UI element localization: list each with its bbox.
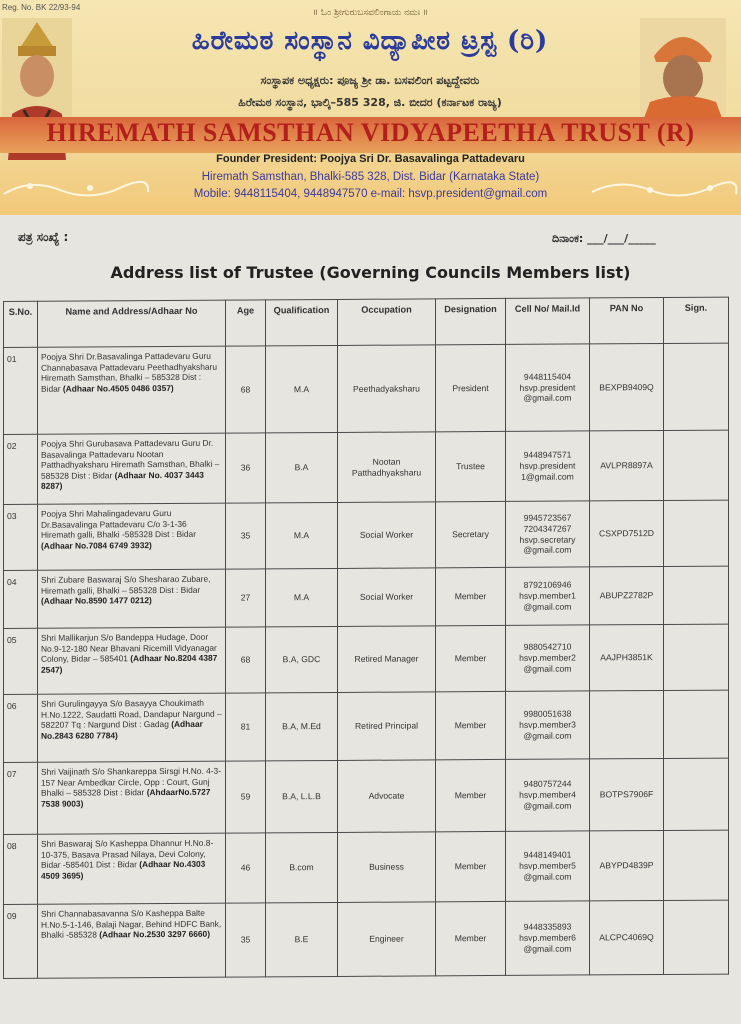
cell-age: 36 <box>226 433 266 503</box>
cell-pan: AAJPH3851K <box>590 624 664 690</box>
cell-sno: 03 <box>4 504 38 570</box>
header-pan: PAN No <box>590 297 664 343</box>
aadhaar-number: (Adhaar No.4303 4509 3695) <box>41 858 206 881</box>
cell-name-address <box>38 503 226 570</box>
table-row <box>4 830 729 904</box>
header-cell: Cell No/ Mail.Id <box>506 298 590 345</box>
cell-qualification: B.A <box>266 432 338 502</box>
english-trust-title: HIREMATH SAMSTHAN VIDYAPEETHA TRUST (R) <box>46 118 695 147</box>
cell-occupation: Peethadyaksharu <box>338 345 436 433</box>
cell-age: 27 <box>226 569 266 627</box>
cell-qualification: M.A <box>266 345 338 432</box>
aadhaar-number: (Adhaar No.8204 4387 2547) <box>41 652 218 675</box>
cell-occupation: Engineer <box>338 902 436 977</box>
cell-sno: 07 <box>4 762 38 834</box>
kannada-address-line: ಹಿರೇಮಠ ಸಂಸ್ಥಾನ, ಭಾಲ್ಕಿ–585 328, ಜಿ. ಬೀದರ (ಕರ್ನಾಟಕ ರಾಜ್ಯ) <box>238 96 502 109</box>
trust-contact: Mobile: 9448115404, 9448947570 e-mail: hsvp.president@gmail.com <box>193 188 548 200</box>
table-row <box>4 343 729 434</box>
header-sno: S.No. <box>4 301 38 347</box>
cell-occupation: Nootan Patthadhyaksharu <box>338 432 436 503</box>
invocation-line: ॥ ಓಂ ಶ್ರೀಗುರುಬಸವಲಿಂಗಾಯ ನಮಃ ॥ <box>312 8 429 18</box>
aadhaar-number: (Adhaar No.7084 6749 3932) <box>41 539 152 551</box>
kannada-trust-title: ಹಿರೇಮಠ ಸಂಸ್ಥಾನ ವಿದ್ಯಾಪೀಠ ಟ್ರಸ್ಟ (ರಿ) <box>191 26 549 56</box>
cell-pan: ALCPC4069Q <box>590 900 664 974</box>
cell-designation: Member <box>436 567 506 625</box>
cell-age: 35 <box>226 503 266 569</box>
cell-sno: 06 <box>4 694 38 762</box>
cell-pan: CSXPD7512D <box>590 500 664 566</box>
cell-contact: 9448149401 hsvp.member5 @gmail.com <box>506 831 590 902</box>
cell-pan: ABYPD4839P <box>590 830 664 900</box>
cell-contact: 9448947571 hsvp.president 1@gmail.com <box>506 431 590 502</box>
aadhaar-number: (AhdaarNo.5727 7538 9003) <box>41 786 211 809</box>
cell-age: 68 <box>226 627 266 693</box>
letterhead <box>0 0 741 215</box>
member-name-address: Shri Baswaraj S/o Kasheppa Dhannur H.No.8-10-375, Basava Prasad Nilaya, Devi Colony, Bidar -585401 Dist : Bidar <box>41 837 214 870</box>
registration-number: Reg. No. BK 22/93-94 <box>2 3 81 12</box>
cell-age: 81 <box>226 693 266 761</box>
aadhaar-number: (Adhaar No.8590 1477 0212) <box>41 595 152 606</box>
cell-pan <box>590 690 664 758</box>
cell-sign <box>664 343 729 430</box>
table-row <box>4 624 729 694</box>
document-title: Address list of Trustee (Governing Councils Members list) <box>110 263 631 282</box>
table-row <box>4 900 729 978</box>
cell-qualification: M.A <box>266 502 338 568</box>
cell-sign <box>664 758 729 830</box>
cell-contact: 9480757244 hsvp.member4 @gmail.com <box>506 759 590 832</box>
cell-designation: Member <box>436 759 506 831</box>
cell-designation: Member <box>436 625 506 691</box>
cell-pan: BOTPS7906F <box>590 758 664 830</box>
floral-ornament-right <box>590 176 740 202</box>
cell-sign <box>664 430 729 500</box>
cell-age: 59 <box>226 761 266 833</box>
cell-sno: 01 <box>4 347 38 434</box>
cell-designation: Member <box>436 691 506 759</box>
cell-sign <box>664 690 729 758</box>
header-age: Age <box>226 300 266 346</box>
member-name-address: Poojya Shri Mahalingadevaru Guru Dr.Basavalinga Pattadevaru C/o 3-1-36 Hiremath galli, Bhalki -585328 Dist : Bidar <box>41 507 197 540</box>
cell-sign <box>664 900 729 974</box>
founder-portrait-right <box>640 18 726 118</box>
table-row <box>4 690 729 762</box>
aadhaar-number: (Adhaar No.2530 3297 6660) <box>99 928 211 940</box>
kannada-founder-line: ಸಂಸ್ಥಾಪಕ ಅಧ್ಯಕ್ಷರು: ಪೂಜ್ಯ ಶ್ರೀ ಡಾ. ಬಸವಲಿಂಗ ಪಟ್ಟದ್ದೇವರು <box>260 74 480 87</box>
cell-sign <box>664 624 729 690</box>
cell-age: 46 <box>226 833 266 903</box>
cell-occupation: Social Worker <box>338 568 436 627</box>
founder-president-line: Founder President: Poojya Sri Dr. Basavalinga Pattadevaru <box>216 153 525 165</box>
cell-contact: 9448115404 hsvp.president @gmail.com <box>506 344 590 432</box>
member-name-address: Poojya Shri Gurubasava Pattadevaru Guru Dr. Basavalinga Pattadevaru Nootan Patthadhyaksharu Hiremath Samsthan, Bhalki – 585328 Dist : Bidar <box>41 437 220 481</box>
cell-occupation: Advocate <box>338 760 436 833</box>
cell-age: 35 <box>226 903 266 977</box>
header-designation: Designation <box>436 298 506 344</box>
aadhaar-number: (Adhaar No. 4037 3443 8287) <box>41 469 204 491</box>
cell-qualification: B.E <box>266 902 338 976</box>
floral-ornament-left <box>0 176 150 202</box>
header-sign: Sign. <box>664 297 729 343</box>
cell-contact: 9448335893 hsvp.member6 @gmail.com <box>506 901 590 976</box>
header-name: Name and Address/Adhaar No <box>38 300 226 347</box>
cell-sign <box>664 566 729 624</box>
date-label: ದಿನಾಂಕ: ___/___/_____ <box>552 232 656 245</box>
header-qualification: Qualification <box>266 299 338 345</box>
table-row <box>4 566 729 628</box>
cell-contact: 9945723567 7204347267 hsvp.secretary @gmail.com <box>506 501 590 568</box>
cell-sno: 02 <box>4 434 38 504</box>
cell-contact: 9980051638 hsvp.member3 @gmail.com <box>506 691 590 760</box>
table-row <box>4 430 729 504</box>
cell-pan: BEXPB9409Q <box>590 343 664 430</box>
member-name-address: Shri Zubare Baswaraj S/o Shesharao Zubare, Hiremath galli, Bhalki – 585328 Dist : Bidar <box>41 573 211 596</box>
cell-qualification: B.A, GDC <box>266 626 338 692</box>
cell-name-address <box>38 761 226 834</box>
cell-qualification: B.A, M.Ed <box>266 692 338 760</box>
cell-pan: ABUPZ2782P <box>590 566 664 624</box>
cell-sign <box>664 830 729 900</box>
cell-name-address <box>38 569 226 628</box>
cell-qualification: B.com <box>266 832 338 902</box>
cell-name-address <box>38 346 226 434</box>
member-name-address: Shri Gurulingayya S/o Basayya Choukimath H.No.1222, Saudatti Road, Dandapur Nargund – 582207 Tq : Nargund Dist : Gadag <box>41 697 222 730</box>
trust-address: Hiremath Samsthan, Bhalki-585 328, Dist. Bidar (Karnataka State) <box>201 171 540 183</box>
cell-name-address <box>38 903 226 978</box>
cell-sno: 05 <box>4 628 38 694</box>
cell-designation: Secretary <box>436 501 506 567</box>
member-name-address: Shri Vaijinath S/o Shankareppa Sirsgi H.No. 4-3-157 Near Ambedkar Circle, Opp : Court, Gunj Bhalki – 585328 Dist : Bidar <box>41 765 221 798</box>
cell-name-address <box>38 833 226 904</box>
cell-designation: Trustee <box>436 431 506 501</box>
cell-occupation: Retired Principal <box>338 692 436 761</box>
trustee-table <box>3 297 729 979</box>
cell-sign <box>664 500 729 566</box>
cell-name-address <box>38 693 226 762</box>
table-header-row <box>4 297 729 347</box>
cell-sno: 04 <box>4 570 38 628</box>
cell-name-address <box>38 433 226 504</box>
letter-number-label: ಪತ್ರ ಸಂಖ್ಯೆ : <box>18 230 69 244</box>
cell-occupation: Retired Manager <box>338 626 436 693</box>
table-row <box>4 758 729 834</box>
cell-contact: 9880542710 hsvp.member2 @gmail.com <box>506 625 590 692</box>
member-name-address: Shri Channabasavanna S/o Kasheppa Balte H.No.5-1-146, Balaji Nagar, Behind HDFC Bank, Bhalki -585328 <box>41 907 222 940</box>
cell-qualification: B.A, L.L.B <box>266 760 338 832</box>
cell-sno: 09 <box>4 904 38 978</box>
cell-designation: Member <box>436 831 506 901</box>
cell-occupation: Social Worker <box>338 502 436 569</box>
header-occupation: Occupation <box>338 299 436 346</box>
member-name-address: Shri Mallikarjun S/o Bandeppa Hudage, Door No.9-12-180 Near Bhavani Ricemill Vidyanagar Colony, Bidar – 585401 <box>41 631 217 664</box>
cell-designation: President <box>436 344 506 431</box>
cell-designation: Member <box>436 901 506 975</box>
cell-sno: 08 <box>4 834 38 904</box>
cell-age: 68 <box>226 346 266 433</box>
member-name-address: Poojya Shri Dr.Basavalinga Pattadevaru Guru Channabasava Pattadevaru Peethadhyaksharu Hiremath Samsthan, Bhalki – 585328 Dist : Bidar <box>41 350 218 394</box>
cell-pan: AVLPR8897A <box>590 430 664 500</box>
aadhaar-number: (Adhaar No.2843 6280 7784) <box>41 718 203 741</box>
table-row <box>4 500 729 570</box>
cell-name-address <box>38 627 226 694</box>
cell-contact: 8792106946 hsvp.member1 @gmail.com <box>506 567 590 626</box>
cell-qualification: M.A <box>266 568 338 626</box>
aadhaar-number: (Adhaar No.4505 0486 0357) <box>62 382 174 394</box>
cell-occupation: Business <box>338 832 436 903</box>
